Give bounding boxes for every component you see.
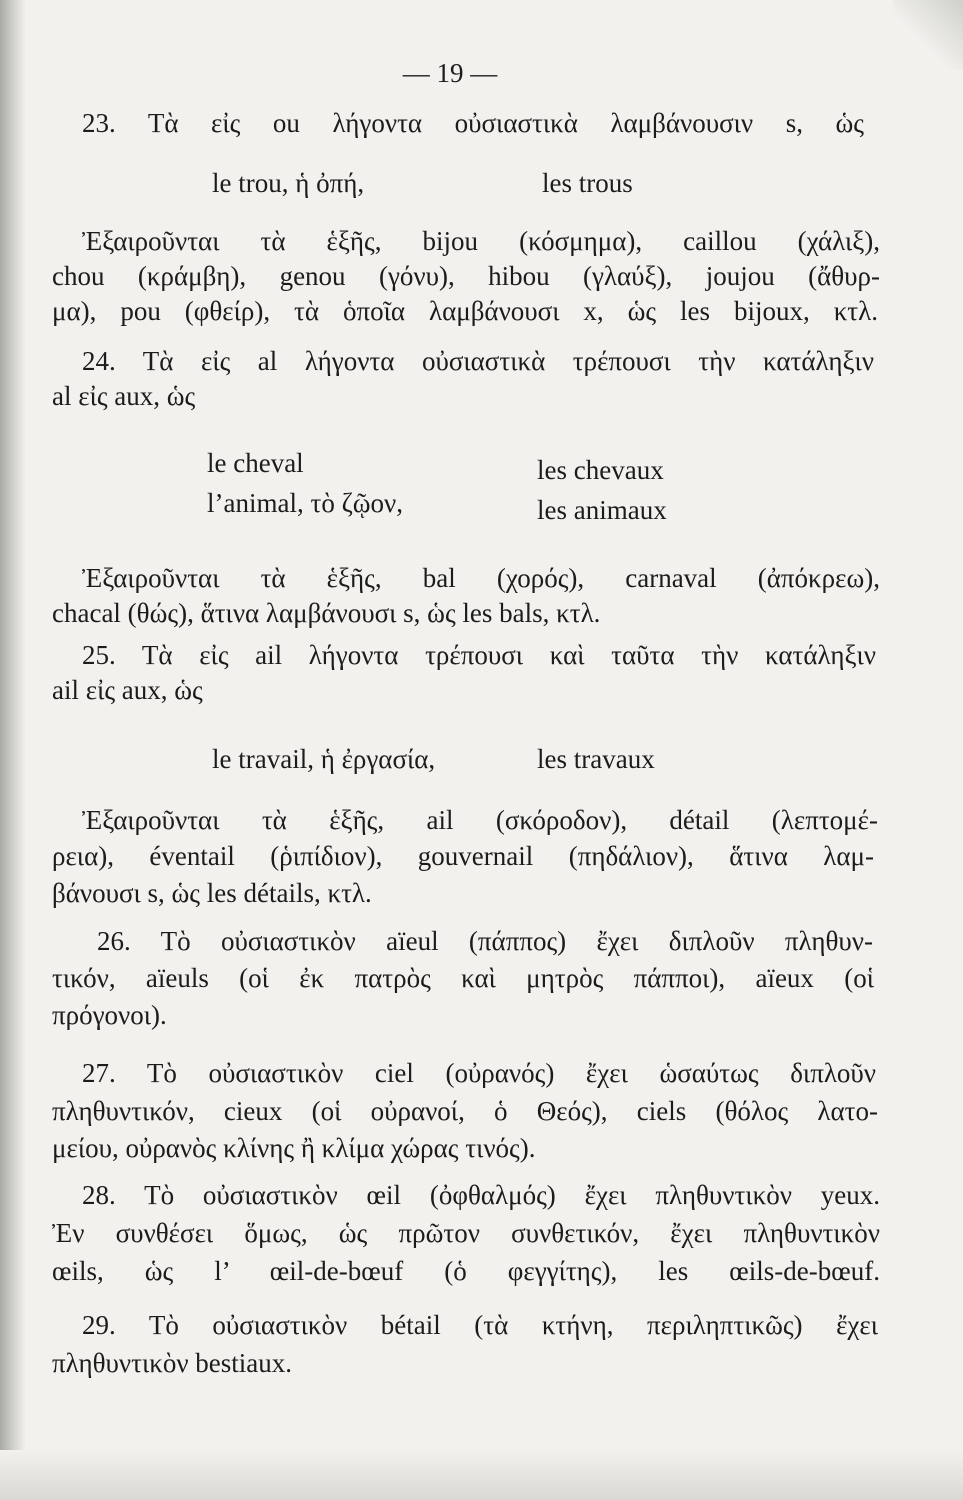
text-line: τικόν, aïeuls (οἱ ἐκ πατρὸς καὶ μητρὸς πάπποι), aïeux (οἱ: [52, 963, 874, 993]
text-line: 25. Τὰ εἰς ail λήγοντα τρέπουσι καὶ ταῦτα τὴν κατάληξιν: [82, 640, 876, 670]
text-line: 26. Τὸ οὐσιαστικὸν aïeul (πάππος) ἔχει διπλοῦν πληθυν-: [97, 926, 873, 956]
text-line: œils, ὡς l’ œil-de-bœuf (ὁ φεγγίτης), les œils-de-bœuf.: [52, 1256, 880, 1286]
text-line: Ἐξαιροῦνται τὰ ἑξῆς, ail (σκόροδον), détail (λεπτομέ-: [82, 805, 878, 835]
text-line: πρόγονοι).: [52, 1000, 167, 1030]
text-line: chacal (θώς), ἅτινα λαμβάνουσι s, ὡς les bals, κτλ.: [52, 598, 601, 628]
example-singular: le travail, ἡ ἐργασία,: [212, 744, 436, 774]
example-singular: le cheval: [207, 448, 304, 478]
text-line: 29. Τὸ οὐσιαστικὸν bétail (τὰ κτήνη, περιληπτικῶς) ἔχει: [82, 1310, 878, 1340]
example-plural: les travaux: [537, 744, 655, 774]
example-plural: les chevaux: [537, 455, 664, 485]
text-line: πληθυντικὸν bestiaux.: [52, 1348, 293, 1378]
text-line: 24. Τὰ εἰς al λήγοντα οὐσιαστικὰ τρέπουσι τὴν κατάληξιν: [82, 346, 874, 376]
example-singular: le trou, ἡ ὀπή,: [212, 168, 365, 198]
text-line: ρεια), éventail (ῥιπίδιον), gouvernail (πηδάλιον), ἅτινα λαμ-: [52, 841, 874, 871]
text-line: μα), pou (φθείρ), τὰ ὁποῖα λαμβάνουσι x, ὡς les bijoux, κτλ.: [52, 296, 878, 326]
text-line: μείου, οὐρανὸς κλίνης ἢ κλίμα χώρας τινός).: [52, 1133, 536, 1163]
text-line: 27. Τὸ οὐσιαστικὸν ciel (οὐρανός) ἔχει ὡσαύτως διπλοῦν: [82, 1058, 876, 1088]
example-plural: les trous: [542, 168, 633, 198]
text-line: Ἐξαιροῦνται τὰ ἑξῆς, bijou (κόσμημα), caillou (χάλιξ),: [82, 226, 880, 256]
text-line: ail εἰς aux, ὡς: [52, 675, 203, 705]
text-line: πληθυντικόν, cieux (οἱ οὐρανοί, ὁ Θεός), ciels (θόλος λατο-: [52, 1096, 878, 1126]
page-binding-shadow: [0, 0, 26, 1500]
text-line: 28. Τὸ οὐσιαστικὸν œil (ὀφθαλμός) ἔχει πληθυντικὸν yeux.: [82, 1180, 880, 1210]
example-plural: les animaux: [537, 495, 667, 525]
page-bottom-shadow: [0, 1450, 963, 1500]
text-line: Ἐξαιροῦνται τὰ ἑξῆς, bal (χορός), carnaval (ἀπόκρεω),: [82, 563, 880, 593]
text-line: chou (κράμβη), genou (γόνυ), hibou (γλαύξ), joujou (ἄθυρ-: [52, 261, 880, 291]
page-corner-fold: [893, 0, 963, 70]
text-line: βάνουσι s, ὡς les détails, κτλ.: [52, 878, 372, 908]
example-singular: l’animal, τὸ ζῷον,: [207, 488, 403, 518]
text-line: 23. Τὰ εἰς ou λήγοντα οὐσιαστικὰ λαμβάνουσιν s, ὡς: [82, 108, 864, 138]
text-line: al εἰς aux, ὡς: [52, 381, 196, 411]
text-line: Ἐν συνθέσει ὅμως, ὡς πρῶτον συνθετικόν, ἔχει πληθυντικὸν: [52, 1218, 880, 1248]
page-number: — 19 —: [402, 58, 498, 88]
